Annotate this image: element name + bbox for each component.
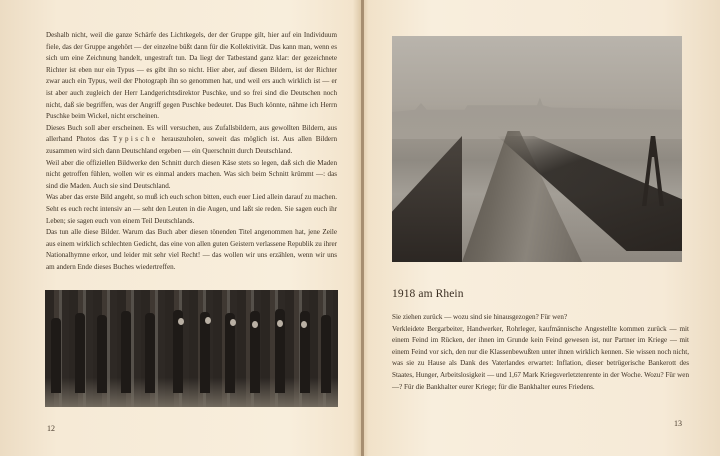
page-number-left: 12 — [47, 424, 55, 433]
group-photo — [45, 290, 338, 407]
right-page-body-text — [392, 312, 689, 393]
photo-face — [178, 318, 184, 325]
page-number-right: 13 — [674, 419, 682, 428]
paragraph: Weil aber die offiziellen Bildwerke den Schnitt durch diesen Käse stets so legen, daß sich die Maden nicht getroffen fühlen, wollen wir es einmal anders machen. Was sich beim Schnitt krümmt —: das sind die Maden. Auch sie sind Deutschland. — [46, 158, 337, 190]
photo-face — [252, 321, 258, 328]
photo-figure — [51, 318, 61, 393]
photo-figure — [321, 315, 331, 393]
photo-bridge-pontoons — [392, 136, 462, 262]
photo-face — [277, 320, 283, 327]
paragraph: Dieses Buch soll aber erscheinen. Es will versuchen, aus Zufallsbildern, aus gewollten Bildern, aus allerhand Photos das Typische herauszuholen, soweit das möglich ist. Aus allen Bildern zusammen wird sich dann Deutschland ergeben — ein Querschnitt durch Deutschland. — [46, 123, 337, 155]
paragraph: Das tun alle diese Bilder. Warum das Buch aber diesen tönenden Titel angenommen hat, jene Zeile aus einem wirklich schlechten Gedicht, das eine von allen guten Geistern verlassene Republik zu ihrer Nationalhymne erkor, und leider mit sehr viel Recht! — das wollen wir uns erzählen, wenn wir uns am andern Ende dieses Buches wiedertreffen. — [46, 228, 337, 271]
photo-figure — [121, 311, 131, 393]
paragraph: Sie ziehen zurück — wozu sind sie hinausgezogen? Für wen? — [392, 313, 568, 321]
photo-city-skyline — [392, 94, 682, 139]
photo-figure — [97, 315, 107, 393]
paragraph: Was aber das erste Bild angeht, so muß ich euch schon bitten, euch euer Lied allein darauf zu machen. Seht es euch recht intensiv an — seht den Leuten in die Augen, und laßt sie reden. Sie sagen euch ihr Leben; sie sagen euch von einem Teil Deutschlands. — [46, 193, 337, 225]
emphasized-word: Typische — [112, 135, 158, 144]
photo-figure — [145, 313, 155, 393]
section-heading: 1918 am Rhein — [392, 288, 464, 300]
photo-face — [230, 319, 236, 326]
left-page-body-text — [46, 30, 337, 273]
bridge-troops-photo — [392, 36, 682, 262]
photo-figure — [200, 312, 210, 393]
photo-face — [205, 317, 211, 324]
photo-face — [301, 321, 307, 328]
paragraph: Verkleidete Bergarbeiter, Handwerker, Rohrleger, kaufmännische Angestellte kommen zurück — mit einem Feind im Rücken, der ihnen im Grunde kein Feind gewesen ist, nur Partner im Kriege — mit einem Feind vor sich, den nur die Klassenbewußten unter ihnen wirklich kennen. Sie wissen noch nicht, was sie zu Hause als Dank des Vaterlandes erwartet: Inflation, dieser betrügerische Bankerott des Staates, Hunger, Arbeitslosigkeit — und 1,67 Mark Kriegsverletztenrente in der Woche. Wozu? Für wen —? Für die Bankhalter eurer Kriege; für die Bankhalter eures Friedens. — [392, 324, 689, 391]
photo-figure — [75, 313, 85, 393]
paragraph: Deshalb nicht, weil die ganze Schärfe des Lichtkegels, der der Gruppe gilt, hier auf ein Individuum fiele, das der Gruppe angehört — der einzelne büßt dann für die Kollektivität. Das kann man, wenn es sich um eine Zeichnung handelt, ungestraft tun. Da liegt der Tatbestand ganz klar: der gezeichnete Richter ist eben nur ein Typus — es gibt ihn so nicht. Hier aber, auf diesen Bildern, ist der Richter zwar auch ein Typus, weil der Photograph ihn so genommen hat, und weil ers auch wirklich ist — er ist aber auch zugleich der Herr Landgerichtsdirektor Puschke, und so frei sind die Deutschen noch nicht, daß sie begriffen, was der Angriff gegen Puschke bedeutet. Das Buch könnte, nähme ich Herrn Puschke beim Wickel, nicht erscheinen. — [46, 31, 337, 121]
